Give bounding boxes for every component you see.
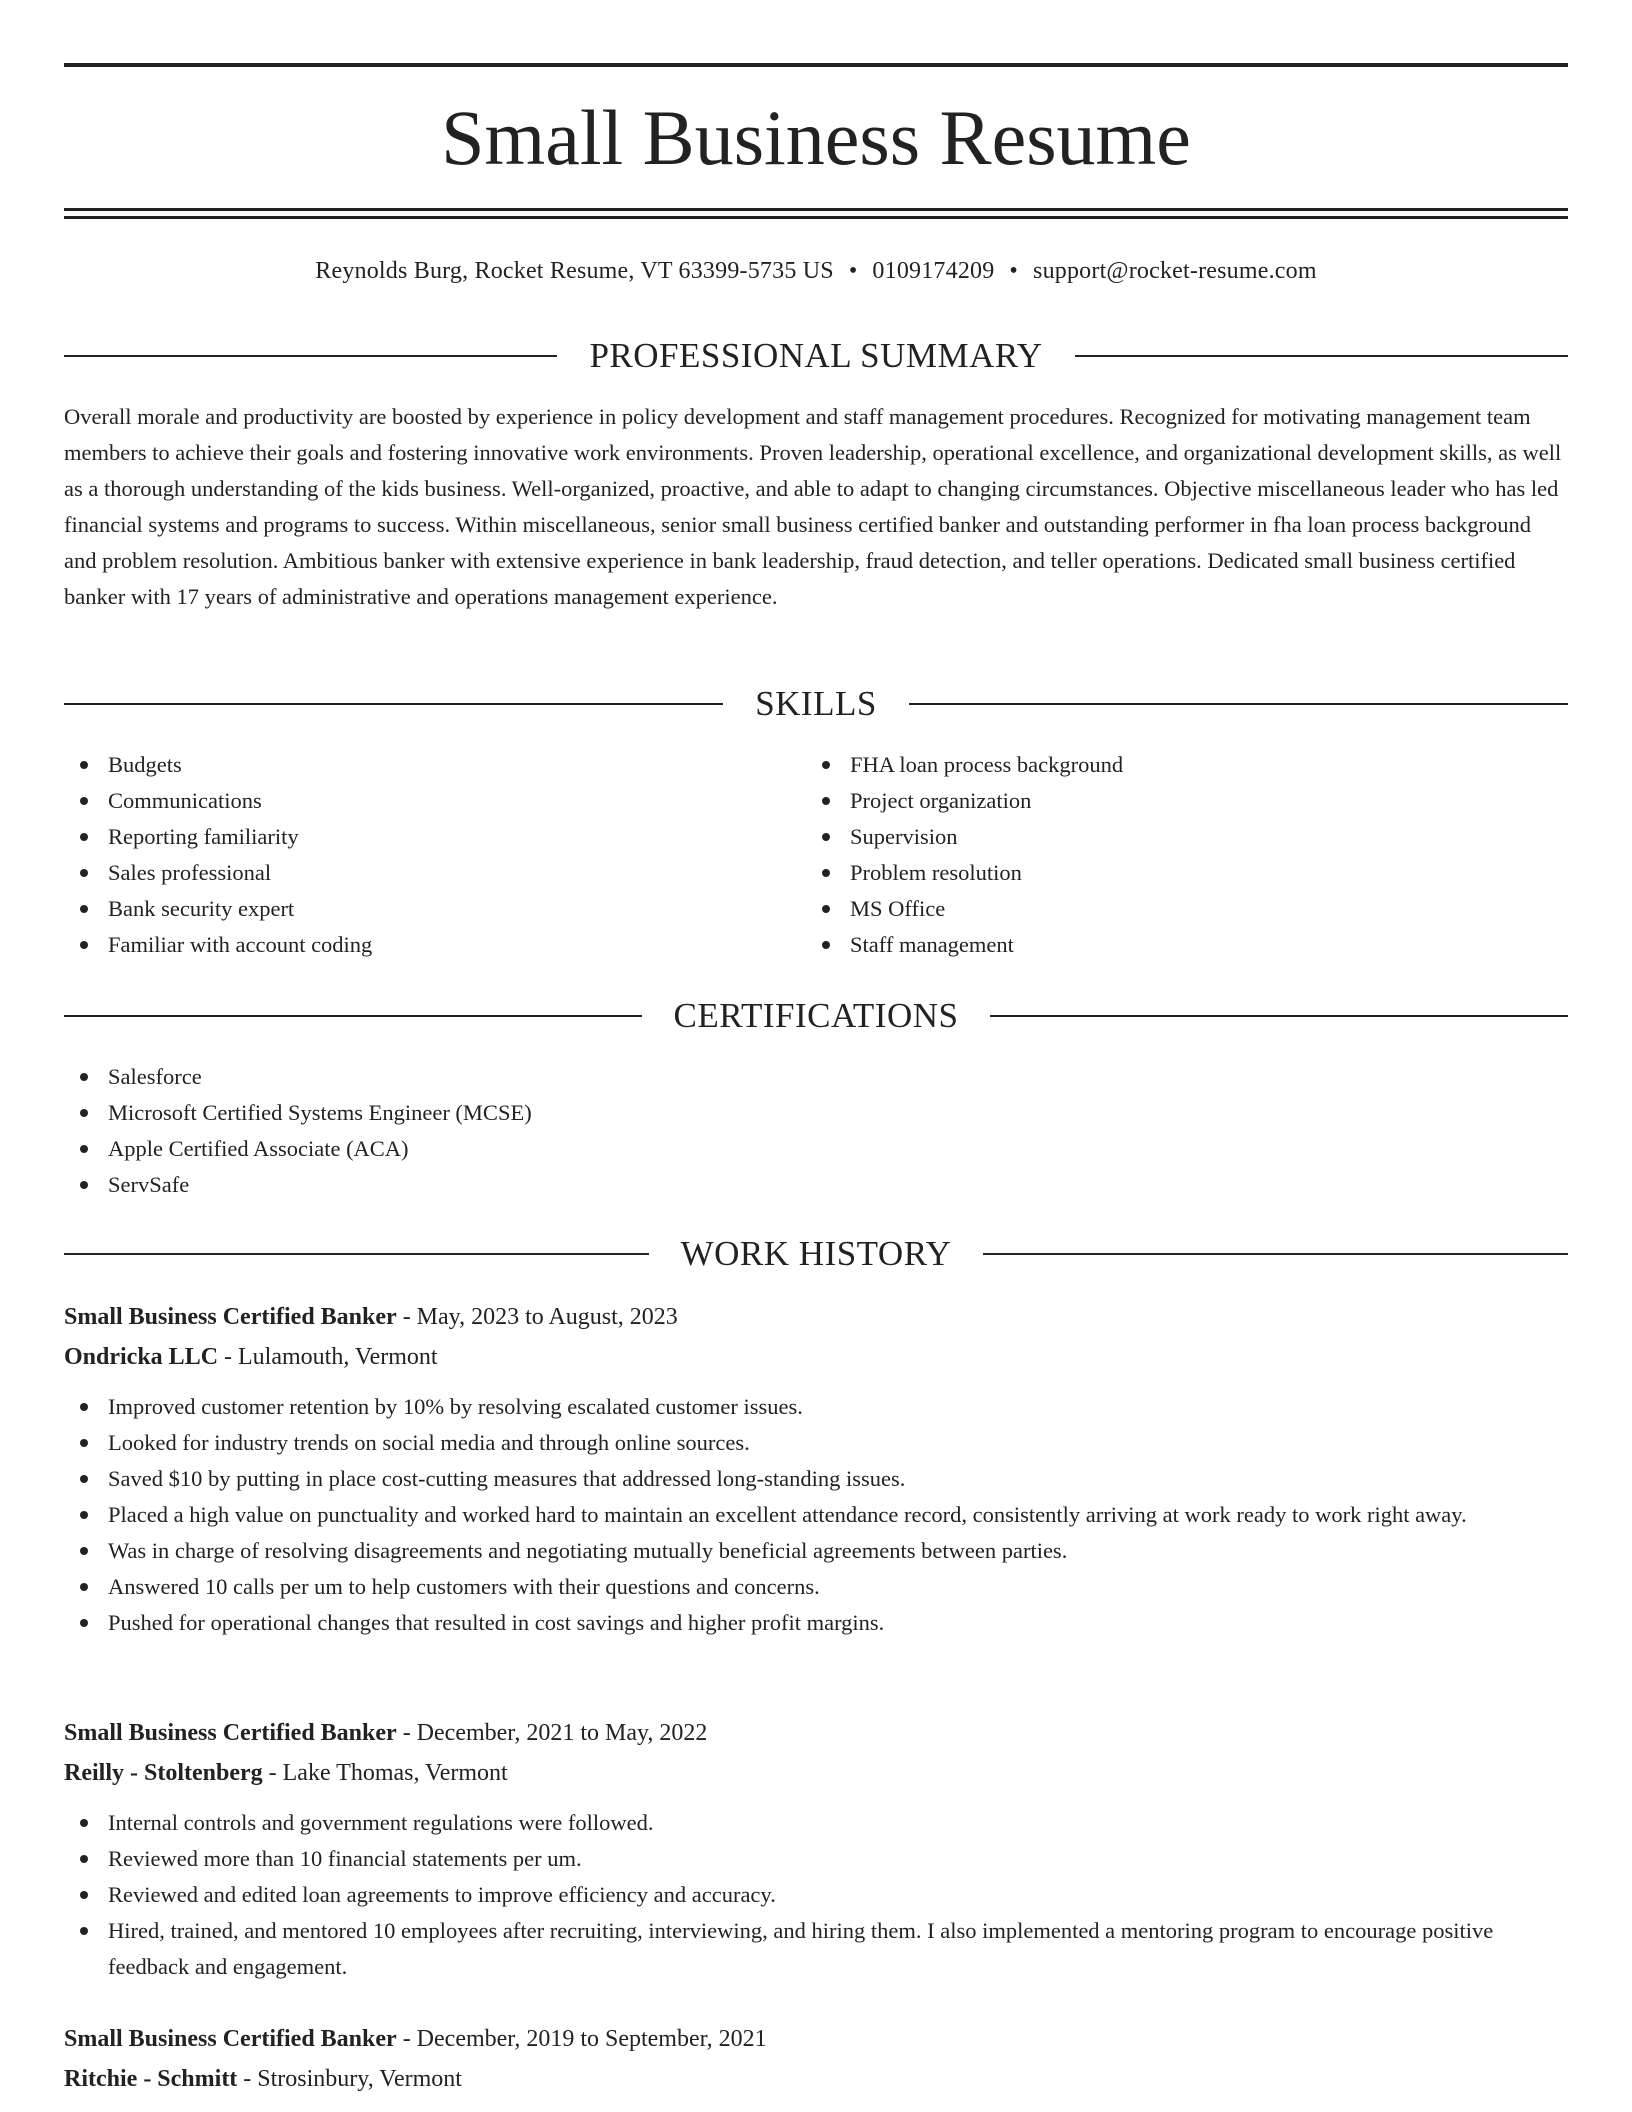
job-location: - Strosinbury, Vermont bbox=[237, 2066, 462, 2092]
job-bullet: Hired, trained, and mentored 10 employees after recruiting, interviewing, and hiring them. I also implemented a mentoring program to encourage positive feedback and engagement. bbox=[64, 1913, 1568, 1985]
skill-item: Communications bbox=[64, 783, 804, 819]
section-title: SKILLS bbox=[755, 684, 877, 723]
contact-separator: • bbox=[848, 258, 858, 284]
skill-item: Bank security expert bbox=[64, 891, 804, 927]
certification-item: ServSafe bbox=[64, 1167, 1568, 1203]
certification-item: Microsoft Certified Systems Engineer (MCSE) bbox=[64, 1095, 1568, 1131]
section-title: CERTIFICATIONS bbox=[673, 996, 959, 1035]
job-bullet: Saved $10 by putting in place cost-cutting measures that addressed long-standing issues. bbox=[64, 1461, 1568, 1497]
job-company: Reilly - Stoltenberg bbox=[64, 1760, 263, 1786]
job-bullet: Was in charge of resolving disagreements and negotiating mutually beneficial agreements between parties. bbox=[64, 1533, 1568, 1569]
job-title-line bbox=[64, 2019, 1568, 2059]
job-dates: - December, 2019 to September, 2021 bbox=[396, 2026, 767, 2052]
skill-item: MS Office bbox=[806, 891, 1566, 927]
job-bullets bbox=[64, 1805, 1568, 1985]
certification-item: Salesforce bbox=[64, 1059, 1568, 1095]
section-heading-work-history bbox=[64, 1232, 1568, 1276]
heading-rule-right bbox=[909, 703, 1568, 705]
job-company-line bbox=[64, 1753, 1568, 1793]
job-company-line bbox=[64, 2059, 1568, 2099]
job-company: Ritchie - Schmitt bbox=[64, 2066, 238, 2092]
job-dates: - December, 2021 to May, 2022 bbox=[396, 1720, 708, 1746]
job-bullet: Placed a high value on punctuality and worked hard to maintain an excellent attendance record, consistently arriving at work ready to work right away. bbox=[64, 1497, 1568, 1533]
job-company-line bbox=[64, 1337, 1568, 1377]
top-rule bbox=[64, 63, 1568, 67]
heading-rule-right bbox=[983, 1253, 1568, 1255]
title-rule-upper bbox=[64, 208, 1568, 211]
job-company: Ondricka LLC bbox=[64, 1344, 219, 1370]
skill-item: Reporting familiarity bbox=[64, 819, 804, 855]
job-bullet: Pushed for operational changes that resulted in cost savings and higher profit margins. bbox=[64, 1605, 1568, 1641]
skill-item: Budgets bbox=[64, 747, 804, 783]
contact-email: support@rocket-resume.com bbox=[1033, 258, 1317, 284]
job-entry bbox=[64, 2019, 1568, 2099]
skill-item: Problem resolution bbox=[806, 855, 1566, 891]
job-entry bbox=[64, 1297, 1568, 1641]
title-rule-lower bbox=[64, 216, 1568, 219]
contact-phone: 0109174209 bbox=[872, 258, 995, 284]
skill-item: FHA loan process background bbox=[806, 747, 1566, 783]
heading-rule-left bbox=[64, 1253, 649, 1255]
job-title: Small Business Certified Banker bbox=[64, 2026, 397, 2052]
heading-rule-right bbox=[990, 1015, 1568, 1017]
skills-list-right bbox=[806, 747, 1566, 963]
job-title-line bbox=[64, 1713, 1568, 1753]
skill-item: Staff management bbox=[806, 927, 1566, 963]
job-bullet: Looked for industry trends on social media and through online sources. bbox=[64, 1425, 1568, 1461]
certification-item: Apple Certified Associate (ACA) bbox=[64, 1131, 1568, 1167]
contact-line bbox=[64, 254, 1568, 288]
section-title: PROFESSIONAL SUMMARY bbox=[589, 336, 1043, 375]
job-location: - Lulamouth, Vermont bbox=[218, 1344, 438, 1370]
job-bullets bbox=[64, 1389, 1568, 1641]
section-heading-skills bbox=[64, 682, 1568, 726]
skills-list-left bbox=[64, 747, 804, 963]
job-location: - Lake Thomas, Vermont bbox=[262, 1760, 508, 1786]
section-heading-certifications bbox=[64, 994, 1568, 1038]
heading-rule-right bbox=[1075, 355, 1568, 357]
skill-item: Project organization bbox=[806, 783, 1566, 819]
job-bullet: Reviewed more than 10 financial statements per um. bbox=[64, 1841, 1568, 1877]
job-entry bbox=[64, 1713, 1568, 1985]
skill-item: Sales professional bbox=[64, 855, 804, 891]
job-title-line bbox=[64, 1297, 1568, 1337]
skill-item: Familiar with account coding bbox=[64, 927, 804, 963]
section-heading-summary bbox=[64, 334, 1568, 378]
job-dates: - May, 2023 to August, 2023 bbox=[396, 1304, 678, 1330]
heading-rule-left bbox=[64, 355, 557, 357]
section-title: WORK HISTORY bbox=[680, 1234, 952, 1273]
heading-rule-left bbox=[64, 1015, 642, 1017]
certifications-list bbox=[64, 1059, 1568, 1203]
skill-item: Supervision bbox=[806, 819, 1566, 855]
contact-address: Reynolds Burg, Rocket Resume, VT 63399-5735 US bbox=[315, 258, 834, 284]
job-bullet: Reviewed and edited loan agreements to improve efficiency and accuracy. bbox=[64, 1877, 1568, 1913]
job-bullet: Improved customer retention by 10% by resolving escalated customer issues. bbox=[64, 1389, 1568, 1425]
job-title: Small Business Certified Banker bbox=[64, 1304, 397, 1330]
job-bullet: Internal controls and government regulations were followed. bbox=[64, 1805, 1568, 1841]
contact-separator: • bbox=[1009, 258, 1019, 284]
heading-rule-left bbox=[64, 703, 723, 705]
job-title: Small Business Certified Banker bbox=[64, 1720, 397, 1746]
resume-title: Small Business Resume bbox=[441, 94, 1191, 181]
professional-summary: Overall morale and productivity are boosted by experience in policy development and staff management procedures. Recognized for motivating management team members to achieve their goals and fostering innovative work environments. Proven leadership, operational excellence, and organizational development skills, as well as a thorough understanding of the kids business. Well-organized, proactive, and able to adapt to changing circumstances. Objective miscellaneous leader who has led financial systems and programs to success. Within miscellaneous, senior small business certified banker and outstanding performer in fha loan process background and problem resolution. Ambitious banker with extensive experience in bank leadership, fraud detection, and teller operations. Dedicated small business certified banker with 17 years of administrative and operations management experience. bbox=[64, 404, 1562, 609]
job-bullet: Answered 10 calls per um to help customers with their questions and concerns. bbox=[64, 1569, 1568, 1605]
